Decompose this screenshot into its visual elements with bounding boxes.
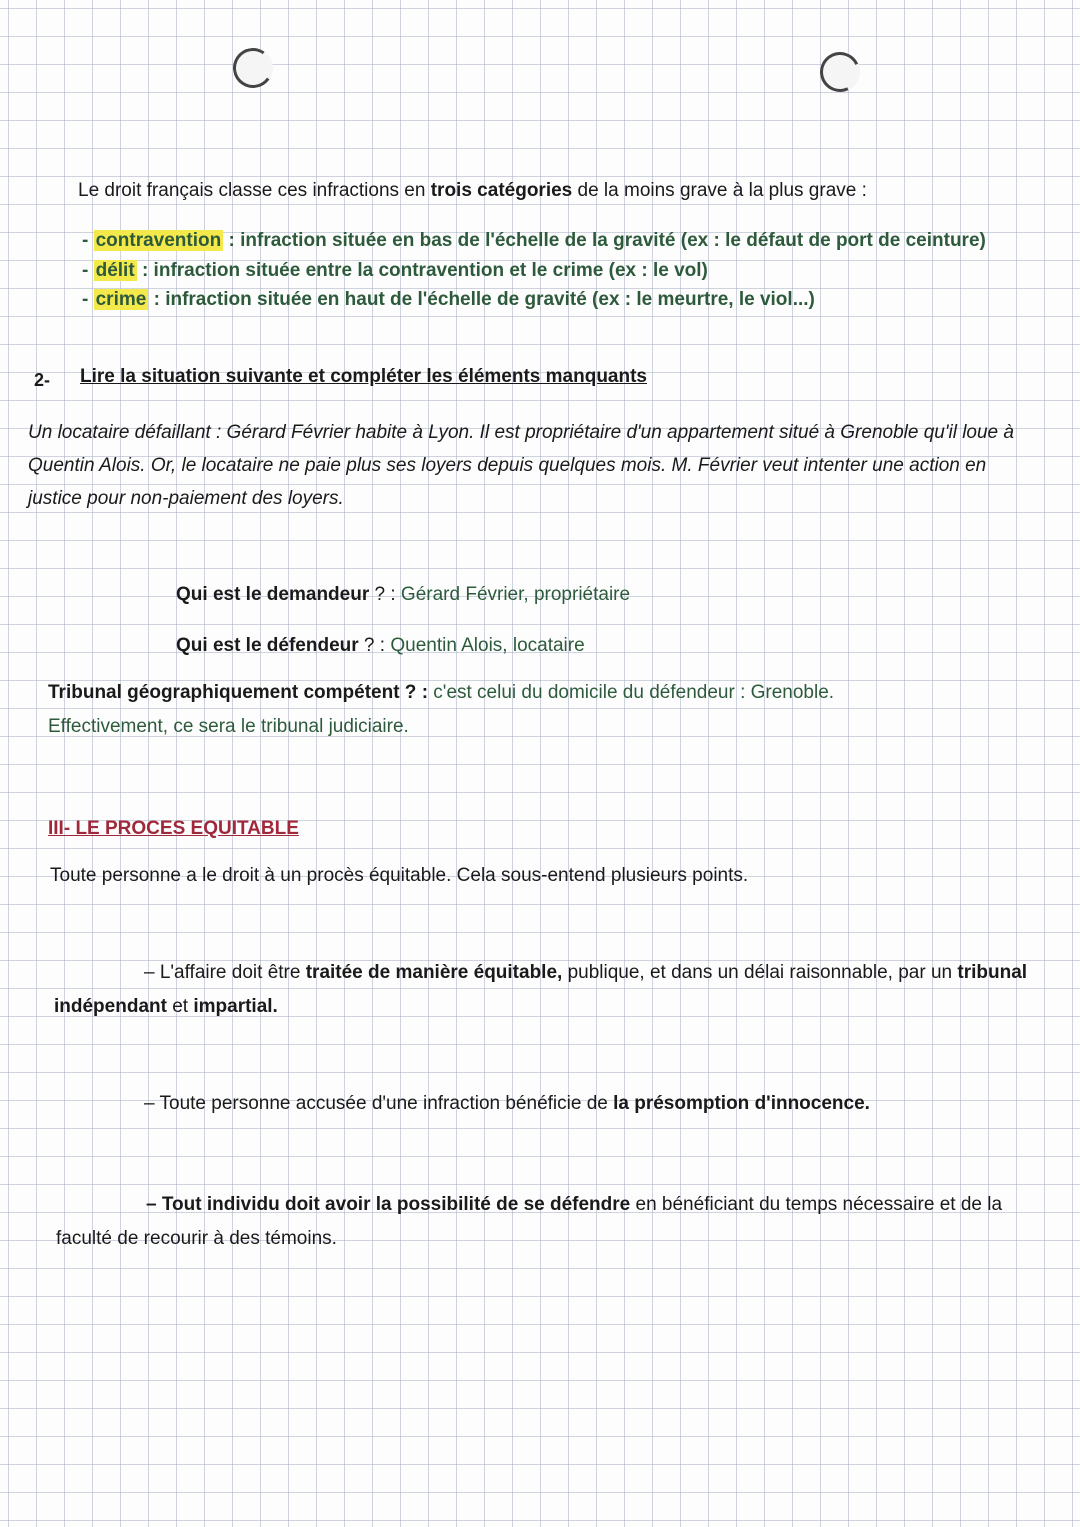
task-number: 2- <box>34 370 51 390</box>
section-intro: Toute personne a le droit à un procès équitable. Cela sous-entend plusieurs points. <box>50 865 749 886</box>
answer-tribunal-continued: Effectivement, ce sera le tribunal judiciaire. <box>48 716 409 737</box>
section-title: III- LE PROCES EQUITABLE <box>48 818 299 839</box>
question-tribunal: Tribunal géographiquement compétent ? : c'est celui du domicile du défendeur : Grenoble. <box>48 682 835 703</box>
point-presumption: – Toute personne accusée d'une infraction bénéficie de la présomption d'innocence. <box>144 1093 870 1114</box>
category-crime: - crime : infraction située en haut de l'échelle de gravité (ex : le meurtre, le viol...) <box>82 289 815 310</box>
point-fair-trial: – L'affaire doit être traitée de manière équitable, publique, et dans un délai raisonnable, par un tribunal indépendant et impartial. <box>54 962 1028 1017</box>
category-definition: : infraction située en bas de l'échelle de la gravité (ex : le défaut de port de ceinture) <box>223 230 986 251</box>
point-defense: – Tout individu doit avoir la possibilité de se défendre en bénéficiant du temps nécessaire et de la faculté de recourir à des témoins. <box>56 1194 1003 1249</box>
situation-text: Un locataire défaillant : Gérard Février habite à Lyon. Il est propriétaire d'un appartement situé à Grenoble qu'il loue à Quentin Alois. Or, le locataire ne paie plus ses loyers depuis quelques mois. M. Février veut intenter une action en justice pour non-paiement des loyers. <box>28 422 1014 509</box>
intro-text: Le droit français classe ces infractions en trois catégories de la moins grave à la plus grave : <box>78 180 867 201</box>
answer-defendeur: Quentin Alois, locataire <box>390 635 585 656</box>
category-definition: : infraction située en haut de l'échelle de gravité (ex : le meurtre, le viol...) <box>148 289 815 310</box>
question-defendeur: Qui est le défendeur ? : Quentin Alois, locataire <box>176 635 585 656</box>
task-title: Lire la situation suivante et compléter les éléments manquants <box>80 366 648 387</box>
category-term: crime <box>95 289 147 310</box>
answer-tribunal: c'est celui du domicile du défendeur : Grenoble. <box>428 682 835 703</box>
punch-hole-right <box>814 46 865 97</box>
punch-hole-left <box>230 45 276 91</box>
answer-demandeur: Gérard Février, propriétaire <box>400 584 631 605</box>
category-term: contravention <box>95 230 222 251</box>
category-term: délit <box>95 260 135 281</box>
category-delit: - délit : infraction située entre la contravention et le crime (ex : le vol) <box>82 260 708 281</box>
question-demandeur: Qui est le demandeur ? : Gérard Février, propriétaire <box>176 584 631 605</box>
category-contravention: - contravention : infraction située en bas de l'échelle de la gravité (ex : le défaut de port de ceinture) <box>82 230 986 251</box>
category-definition: : infraction située entre la contravention et le crime (ex : le vol) <box>136 260 708 281</box>
